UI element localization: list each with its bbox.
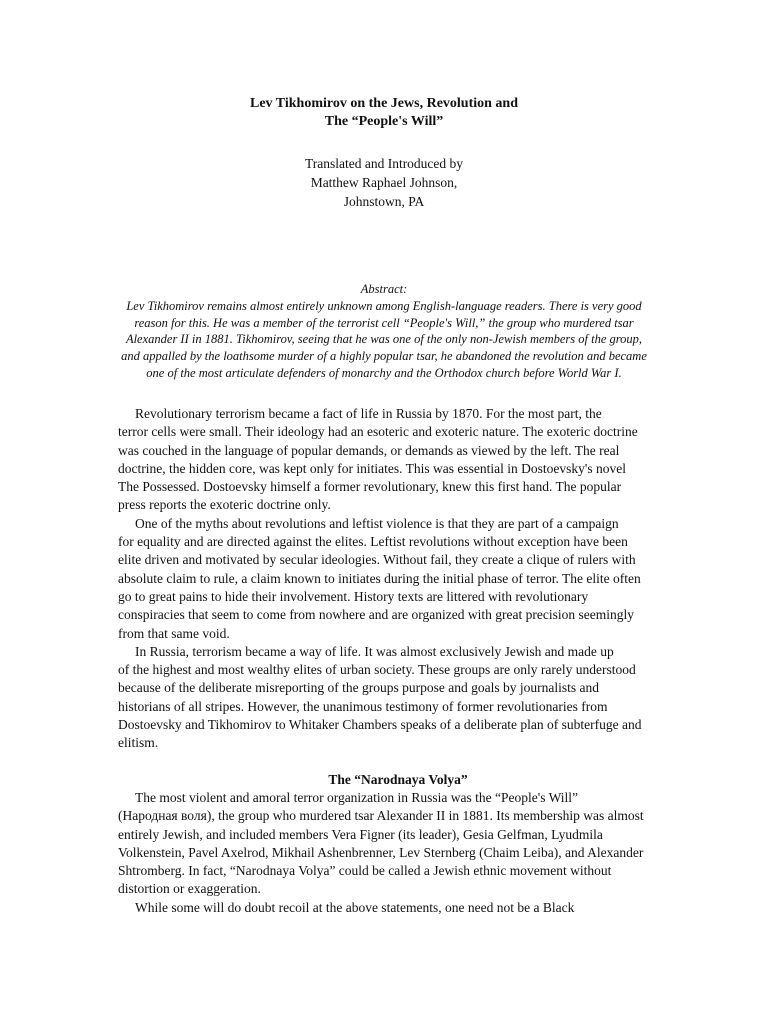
paragraph-1-line-3: was couched in the language of popular demands, or demands as viewed by the left. The real bbox=[118, 442, 620, 458]
paragraph-2-line-5: go to great pains to hide their involvement. History texts are littered with revolutionary bbox=[118, 588, 589, 604]
paragraph-4-line-6: distortion or exaggeration. bbox=[118, 881, 261, 897]
paragraph-2-line-3: elite driven and motivated by secular ideologies. Without fail, they create a clique of rulers with bbox=[118, 552, 636, 568]
abstract-line-5: one of the most articulate defenders of monarchy and the Orthodox church before World War I. bbox=[146, 365, 622, 380]
paragraph-3-line-1: In Russia, terrorism became a way of life. It was almost exclusively Jewish and made up bbox=[135, 643, 614, 659]
abstract-line-4: and appalled by the loathsome murder of a highly popular tsar, he abandoned the revolution and became bbox=[121, 349, 647, 364]
paragraph-4-line-3: entirely Jewish, and included members Vera Figner (its leader), Gesia Gelfman, Lyudmila bbox=[118, 826, 603, 842]
section-heading: The “Narodnaya Volya” bbox=[328, 771, 468, 787]
paragraph-3-line-5: Dostoevsky and Tikhomirov to Whitaker Chambers speaks of a deliberate plan of subterfuge and bbox=[118, 717, 642, 733]
paragraph-3-line-6: elitism. bbox=[118, 735, 159, 751]
paragraph-2-line-2: for equality and are directed against the elites. Leftist revolutions without exception have been bbox=[118, 534, 628, 550]
abstract-label: Abstract: bbox=[360, 282, 408, 296]
paragraph-5 bbox=[118, 899, 678, 917]
paragraph-1-line-5: The Possessed. Dostoevsky himself a former revolutionary, knew this first hand. The popular bbox=[118, 479, 622, 495]
paragraph-1 bbox=[118, 405, 678, 515]
paragraph-2-line-1: One of the myths about revolutions and leftist violence is that they are part of a campaign bbox=[135, 515, 619, 531]
abstract bbox=[86, 281, 682, 382]
byline-line-1: Translated and Introduced by bbox=[304, 156, 464, 171]
paragraph-4-line-2: (Народная воля), the group who murdered tsar Alexander II in 1881. Its membership was almost bbox=[118, 808, 644, 824]
paragraph-3 bbox=[118, 643, 678, 753]
title-line-2: The “People's Will” bbox=[324, 114, 444, 129]
paragraph-4-line-4: Volkenstein, Pavel Axelrod, Mikhail Ashenbrenner, Lev Sternberg (Chaim Leiba), and Alexander bbox=[118, 844, 644, 860]
byline bbox=[0, 154, 768, 211]
paragraph-1-line-2: terror cells were small. Their ideology had an esoteric and exoteric nature. The exoteric doctrine bbox=[118, 424, 638, 440]
paragraph-5-line-1: While some will do doubt recoil at the above statements, one need not be a Black bbox=[135, 899, 575, 915]
abstract-line-3: Alexander II in 1881. Tikhomirov, seeing that he was one of the only non-Jewish members of the group, bbox=[125, 332, 643, 347]
paragraph-2-line-4: absolute claim to rule, a claim known to initiates during the initial phase of terror. The elite often bbox=[118, 570, 641, 586]
paragraph-3-line-3: because of the deliberate misreporting of the groups purpose and goals by journalists and bbox=[118, 680, 599, 696]
paragraph-1-line-6: press reports the exoteric doctrine only. bbox=[118, 497, 331, 513]
paragraph-4 bbox=[118, 789, 678, 899]
paragraph-3-line-2: of the highest and most wealthy elites of urban society. These groups are only rarely understood bbox=[118, 662, 636, 678]
abstract-line-2: reason for this. He was a member of the terrorist cell “People's Will,” the group who murdered tsar bbox=[134, 315, 634, 330]
paragraph-2-line-7: from that same void. bbox=[118, 625, 230, 641]
document-body bbox=[118, 405, 678, 917]
abstract-line-1: Lev Tikhomirov remains almost entirely unknown among English-language readers. There is very good bbox=[126, 298, 642, 313]
byline-line-2: Matthew Raphael Johnson, bbox=[310, 175, 458, 190]
document-title bbox=[0, 95, 768, 131]
paragraph-1-line-4: doctrine, the hidden core, was kept only for initiates. This was essential in Dostoevsky's novel bbox=[118, 460, 626, 476]
byline-line-3: Johnstown, PA bbox=[343, 194, 425, 209]
paragraph-2-line-6: conspiracies that seem to come from nowhere and are organized with great precision seemingly bbox=[118, 607, 634, 623]
title-line-1: Lev Tikhomirov on the Jews, Revolution and bbox=[250, 96, 518, 111]
paragraph-3-line-4: historians of all stripes. However, the unanimous testimony of former revolutionaries from bbox=[118, 698, 608, 714]
paragraph-1-line-1: Revolutionary terrorism became a fact of life in Russia by 1870. For the most part, the bbox=[135, 406, 602, 421]
paragraph-2 bbox=[118, 515, 678, 643]
paragraph-4-line-1: The most violent and amoral terror organization in Russia was the “People's Will” bbox=[135, 789, 579, 805]
paragraph-4-line-5: Shtromberg. In fact, “Narodnaya Volya” could be called a Jewish ethnic movement without bbox=[118, 863, 612, 879]
